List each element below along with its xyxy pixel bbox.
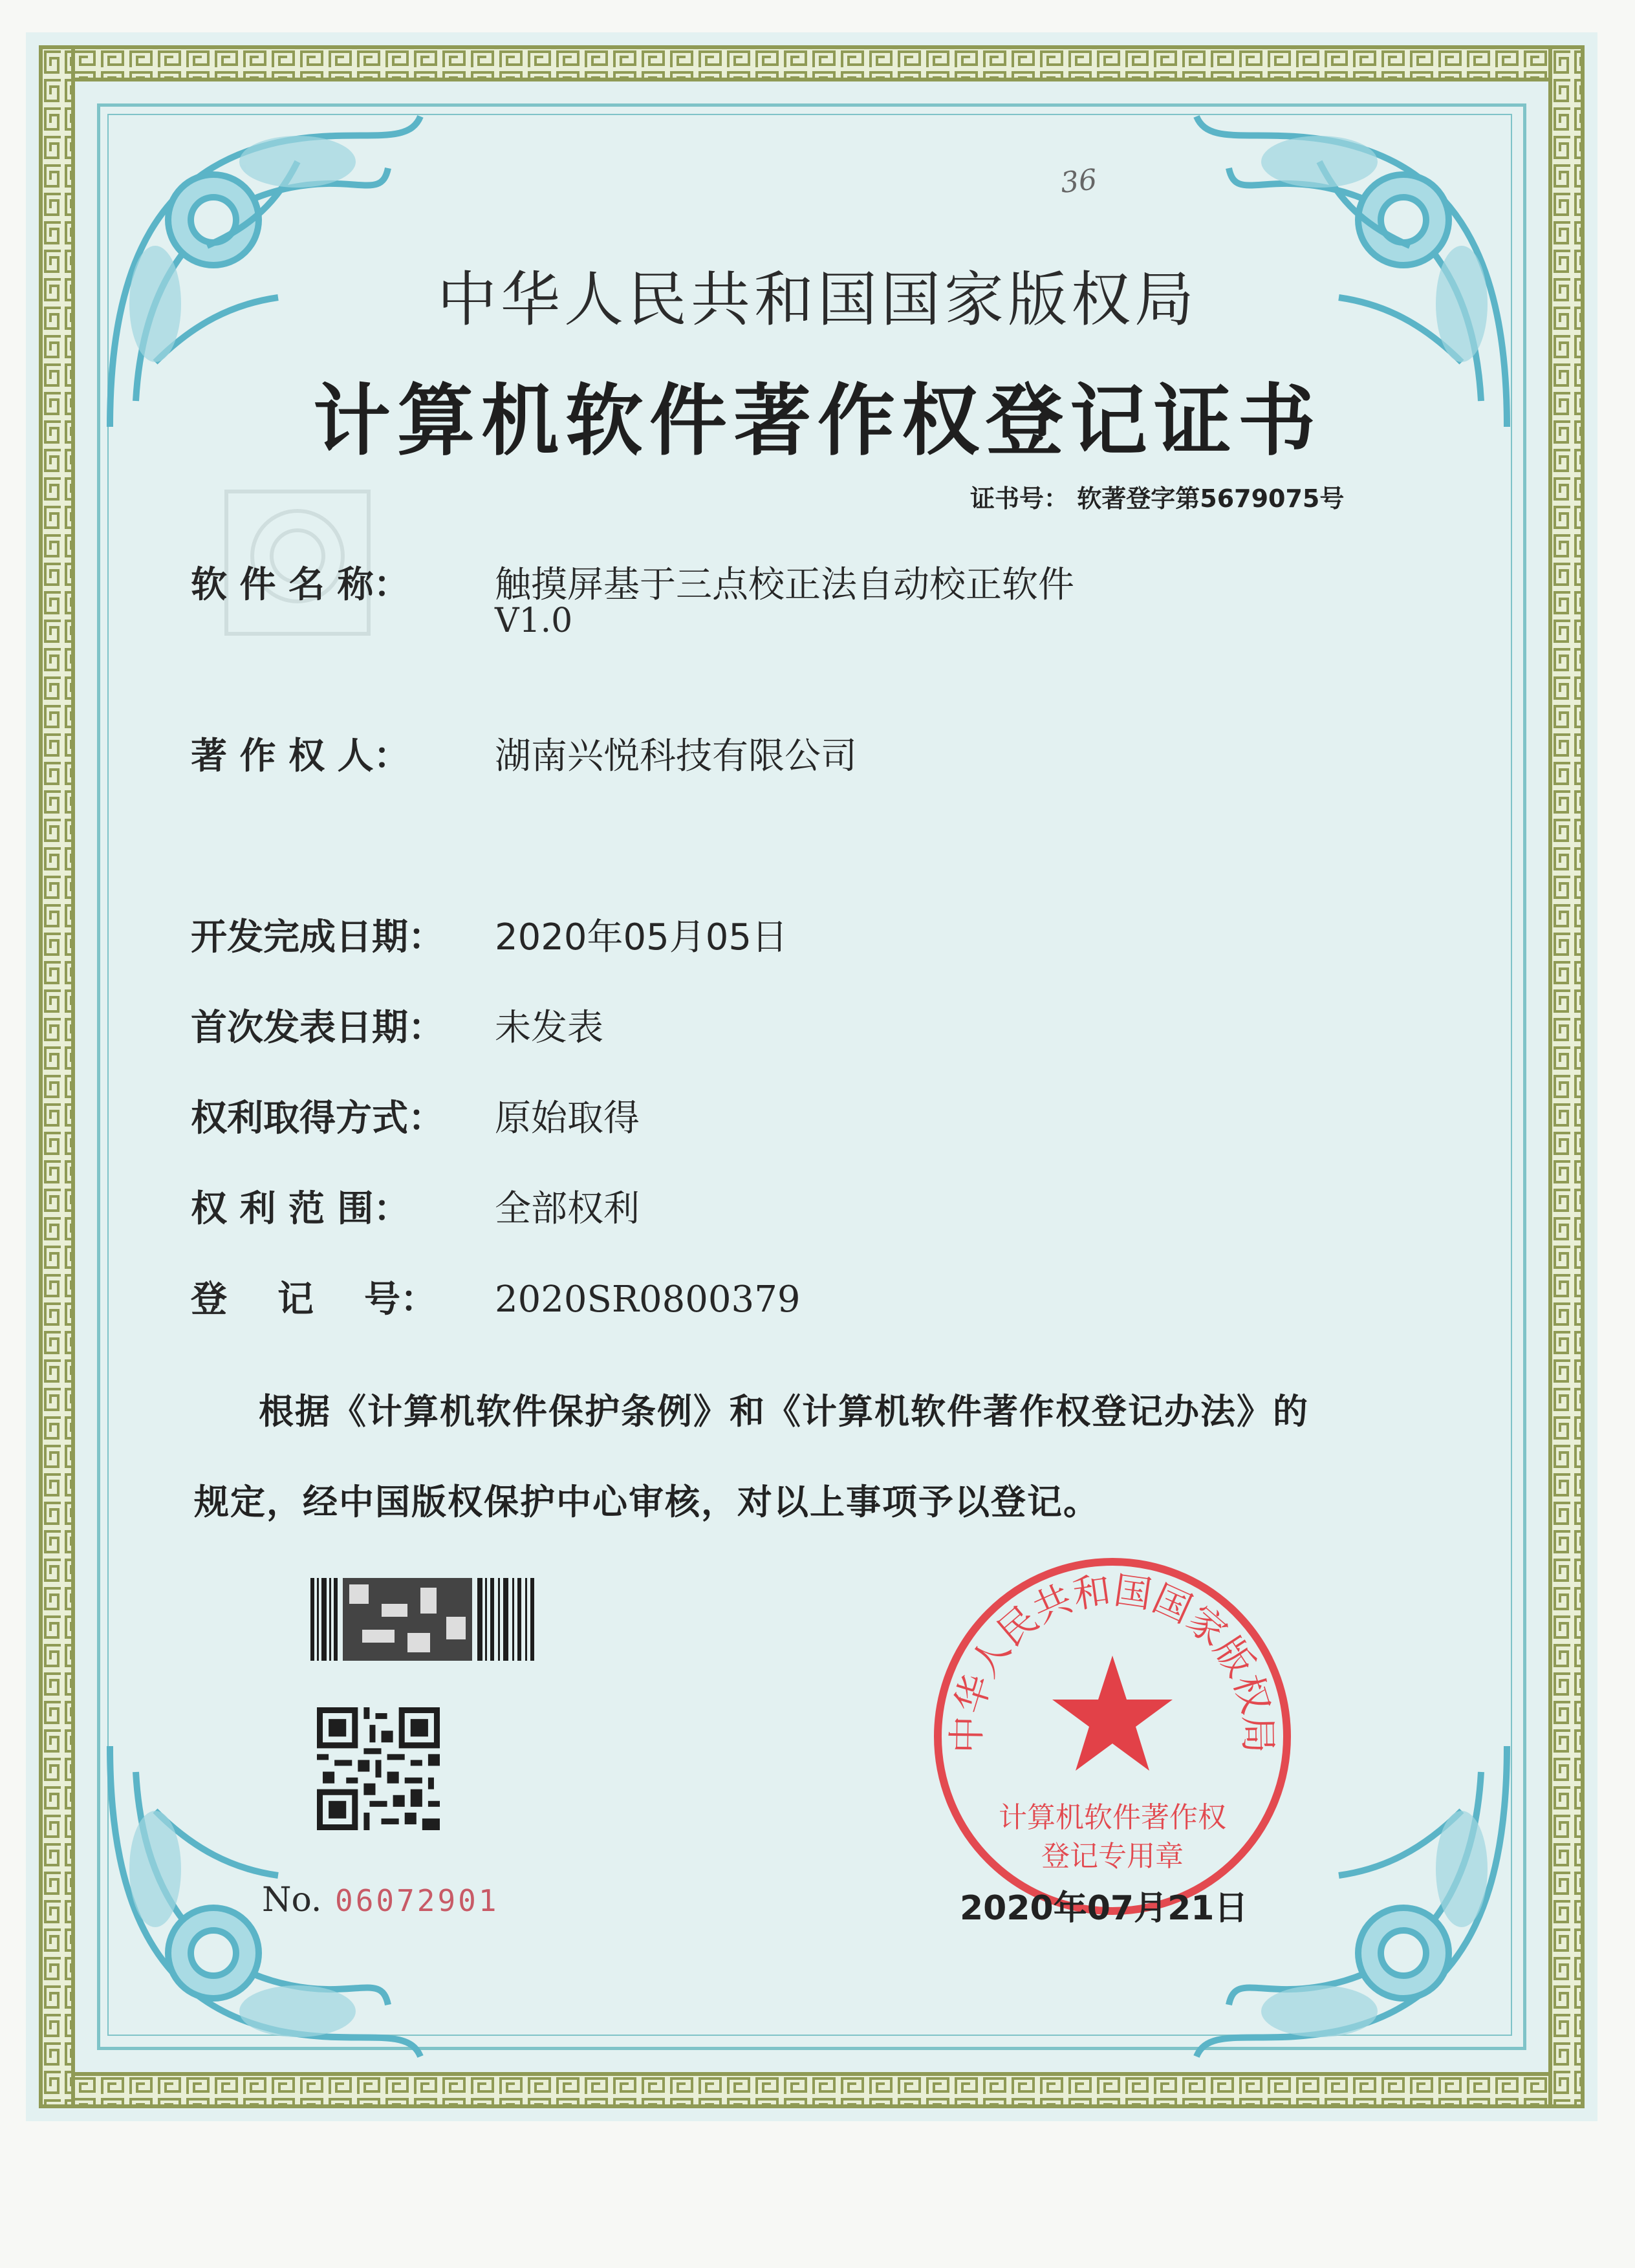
reg-no-value: 2020SR0800379	[495, 1279, 801, 1321]
publish-date-label: 首次发表日期：	[191, 1007, 444, 1049]
owner-row	[191, 728, 857, 779]
acquire-row	[191, 1090, 640, 1141]
serial-label: No.	[262, 1881, 322, 1919]
acquire-value: 原始取得	[495, 1097, 640, 1139]
greek-key-border-left	[39, 45, 75, 2108]
owner-label: 著 作 权 人：	[191, 735, 410, 777]
dev-date-row	[191, 909, 788, 960]
certificate-title: 计算机软件著作权登记证书	[313, 375, 1322, 466]
certificate-number-value: 软著登字第5679075号	[1077, 484, 1345, 513]
reg-no-label: 登 记 号：	[191, 1279, 437, 1321]
dev-date-label: 开发完成日期：	[191, 916, 444, 958]
scope-value: 全部权利	[495, 1188, 640, 1230]
certificate-sheet	[26, 32, 1597, 2121]
issuer-heading: 中华人民共和国国家版权局	[437, 265, 1198, 334]
software-version: V1.0	[495, 601, 573, 640]
qr-code-icon	[317, 1707, 440, 1830]
software-name-value: 触摸屏基于三点校正法自动校正软件	[495, 564, 1074, 606]
seal-star-icon	[1052, 1656, 1173, 1771]
barcode-icon	[310, 1578, 537, 1661]
software-name-label: 软 件 名 称：	[191, 564, 410, 606]
software-name-row	[191, 556, 1074, 608]
greek-key-border-top	[39, 45, 1585, 81]
greek-key-border-right	[1548, 45, 1585, 2108]
issue-date: 2020年07月21日	[960, 1889, 1248, 1928]
statement-line-2: 规定，经中国版权保护中心审核，对以上事项予以登记。	[194, 1482, 1099, 1522]
owner-value: 湖南兴悦科技有限公司	[495, 735, 857, 777]
statement-line-1: 根据《计算机软件保护条例》和《计算机软件著作权登记办法》的	[259, 1391, 1309, 1432]
seal-inner-line-1: 计算机软件著作权	[999, 1801, 1226, 1834]
scope-label: 权 利 范 围：	[191, 1188, 410, 1230]
serial-number: 06072901	[335, 1883, 499, 1918]
official-seal	[928, 1552, 1297, 1921]
scope-row	[191, 1180, 640, 1232]
seal-ring-text: 中华人民共和国国家版权局	[944, 1568, 1281, 1754]
acquire-label: 权利取得方式：	[191, 1097, 444, 1139]
handwritten-note: 36	[1059, 163, 1099, 200]
dev-date-value: 2020年05月05日	[495, 916, 788, 958]
seal-inner-line-2: 登记专用章	[1041, 1840, 1184, 1873]
reg-no-row	[191, 1271, 800, 1323]
certificate-number	[970, 479, 1344, 514]
publish-date-value: 未发表	[495, 1007, 603, 1049]
publish-date-row	[191, 999, 603, 1051]
certificate-number-label: 证书号：	[970, 484, 1069, 513]
